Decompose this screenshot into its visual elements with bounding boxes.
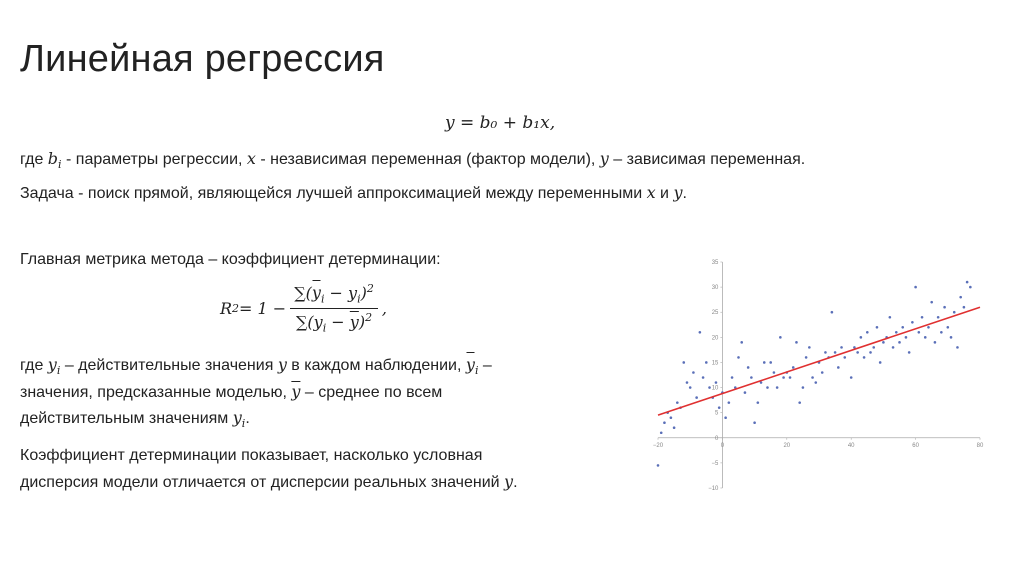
data-point bbox=[692, 371, 695, 374]
data-point bbox=[898, 341, 901, 344]
data-point bbox=[966, 281, 969, 284]
data-point bbox=[876, 326, 879, 329]
r2-numerator: $\sum(y_i - y_i)^2$ bbox=[290, 282, 378, 309]
data-point bbox=[834, 351, 837, 354]
data-point bbox=[769, 361, 772, 364]
data-point bbox=[872, 346, 875, 349]
data-point bbox=[837, 366, 840, 369]
data-point bbox=[824, 351, 827, 354]
data-point bbox=[856, 351, 859, 354]
data-point bbox=[673, 426, 676, 429]
data-point bbox=[805, 356, 808, 359]
chart-axes bbox=[658, 262, 980, 488]
y-tick-label: −10 bbox=[708, 486, 719, 492]
data-point bbox=[814, 381, 817, 384]
x-tick-label: 80 bbox=[976, 442, 984, 449]
data-point bbox=[689, 386, 692, 389]
slide-title: Линейная регрессия bbox=[20, 38, 385, 80]
chart-points bbox=[657, 281, 972, 467]
r2-fraction bbox=[290, 282, 378, 334]
x-tick-label: 60 bbox=[912, 442, 919, 449]
data-point bbox=[750, 376, 753, 379]
data-point bbox=[766, 386, 769, 389]
data-point bbox=[963, 306, 966, 309]
data-point bbox=[776, 386, 779, 389]
data-point bbox=[715, 381, 718, 384]
text-line-task: Задача - поиск прямой, являющейся лучшей аппроксимацией между переменными x и y. bbox=[20, 183, 687, 202]
data-point bbox=[773, 371, 776, 374]
data-point bbox=[724, 416, 727, 419]
chart-tick-labels bbox=[653, 260, 984, 492]
text-line-actual: действительным значениям $y_i$. bbox=[20, 408, 250, 431]
data-point bbox=[763, 361, 766, 364]
text-line-params: где $b_i$ - параметры регрессии, x - независимая переменная (фактор модели), y – зависимая переменная. bbox=[20, 149, 806, 172]
data-point bbox=[956, 346, 959, 349]
data-point bbox=[782, 376, 785, 379]
data-point bbox=[895, 331, 898, 334]
data-point bbox=[747, 366, 750, 369]
data-point bbox=[953, 311, 956, 314]
data-point bbox=[892, 346, 895, 349]
data-point bbox=[663, 421, 666, 424]
y-tick-label: −5 bbox=[711, 460, 719, 467]
data-point bbox=[708, 386, 711, 389]
y-tick-label: 15 bbox=[711, 360, 719, 367]
data-point bbox=[940, 331, 943, 334]
data-point bbox=[686, 381, 689, 384]
data-point bbox=[789, 376, 792, 379]
data-point bbox=[705, 361, 708, 364]
data-point bbox=[811, 376, 814, 379]
y-tick-label: 35 bbox=[711, 260, 719, 266]
data-point bbox=[889, 316, 892, 319]
text-line-metric: Главная метрика метода – коэффициент детерминации: bbox=[20, 251, 441, 268]
data-point bbox=[757, 401, 760, 404]
data-point bbox=[850, 376, 853, 379]
data-point bbox=[918, 331, 921, 334]
data-point bbox=[882, 341, 885, 344]
data-point bbox=[718, 406, 721, 409]
r2-denominator: $\sum(y_i - \overline{y})^2$ bbox=[295, 310, 373, 335]
text-line-yi: где $y_i$ – действительные значения y в каждом наблюдении, $y_i$ – bbox=[20, 355, 492, 378]
data-point bbox=[792, 366, 795, 369]
data-point bbox=[959, 296, 962, 299]
x-tick-label: −20 bbox=[652, 442, 664, 449]
y-tick-label: 20 bbox=[711, 335, 719, 342]
y-tick-label: 25 bbox=[711, 310, 719, 317]
data-point bbox=[660, 431, 663, 434]
data-point bbox=[934, 341, 937, 344]
text-line-conclusion-1: Коэффициент детерминации показывает, насколько условная bbox=[20, 447, 483, 464]
y-tick-label: 10 bbox=[711, 385, 719, 392]
scatter-chart bbox=[640, 250, 990, 500]
text-line-predicted: значения, предсказанные моделью, $\overline{y}$ – среднее по всем bbox=[20, 382, 443, 401]
data-point bbox=[937, 316, 940, 319]
data-point bbox=[866, 331, 869, 334]
data-point bbox=[699, 331, 702, 334]
data-point bbox=[905, 336, 908, 339]
data-point bbox=[840, 346, 843, 349]
data-point bbox=[969, 286, 972, 289]
data-point bbox=[670, 416, 673, 419]
data-point bbox=[879, 361, 882, 364]
data-point bbox=[695, 396, 698, 399]
text-line-conclusion-2: дисперсия модели отличается от дисперсии реальных значений y. bbox=[20, 472, 518, 491]
data-point bbox=[682, 361, 685, 364]
x-tick-label: 0 bbox=[720, 442, 725, 449]
r2-formula: R 2 = 1 − $\frac{\sum(y_i - y_i)^2}{\sum(y_i - \overline{y})^2}$ , bbox=[220, 282, 387, 335]
data-point bbox=[728, 401, 731, 404]
data-point bbox=[740, 341, 743, 344]
y-tick-label: 5 bbox=[715, 410, 719, 417]
data-point bbox=[927, 326, 930, 329]
data-point bbox=[863, 356, 866, 359]
data-point bbox=[914, 286, 917, 289]
data-point bbox=[702, 376, 705, 379]
data-point bbox=[930, 301, 933, 304]
data-point bbox=[798, 401, 801, 404]
data-point bbox=[843, 356, 846, 359]
data-point bbox=[831, 311, 834, 314]
data-point bbox=[950, 336, 953, 339]
data-point bbox=[921, 316, 924, 319]
data-point bbox=[731, 376, 734, 379]
data-point bbox=[795, 341, 798, 344]
data-point bbox=[821, 371, 824, 374]
data-point bbox=[808, 346, 811, 349]
data-point bbox=[869, 351, 872, 354]
y-tick-label: 30 bbox=[711, 285, 719, 292]
data-point bbox=[947, 326, 950, 329]
data-point bbox=[924, 336, 927, 339]
regression-formula: y = b₀ + b₁x, bbox=[445, 113, 556, 133]
data-point bbox=[943, 306, 946, 309]
x-tick-label: 20 bbox=[783, 442, 791, 449]
data-point bbox=[657, 464, 660, 467]
data-point bbox=[744, 391, 747, 394]
data-point bbox=[753, 421, 756, 424]
y-tick-label: 0 bbox=[715, 435, 719, 442]
data-point bbox=[779, 336, 782, 339]
data-point bbox=[737, 356, 740, 359]
data-point bbox=[802, 386, 805, 389]
data-point bbox=[676, 401, 679, 404]
x-tick-label: 40 bbox=[847, 442, 855, 449]
data-point bbox=[911, 321, 914, 324]
data-point bbox=[908, 351, 911, 354]
data-point bbox=[901, 326, 904, 329]
data-point bbox=[860, 336, 863, 339]
